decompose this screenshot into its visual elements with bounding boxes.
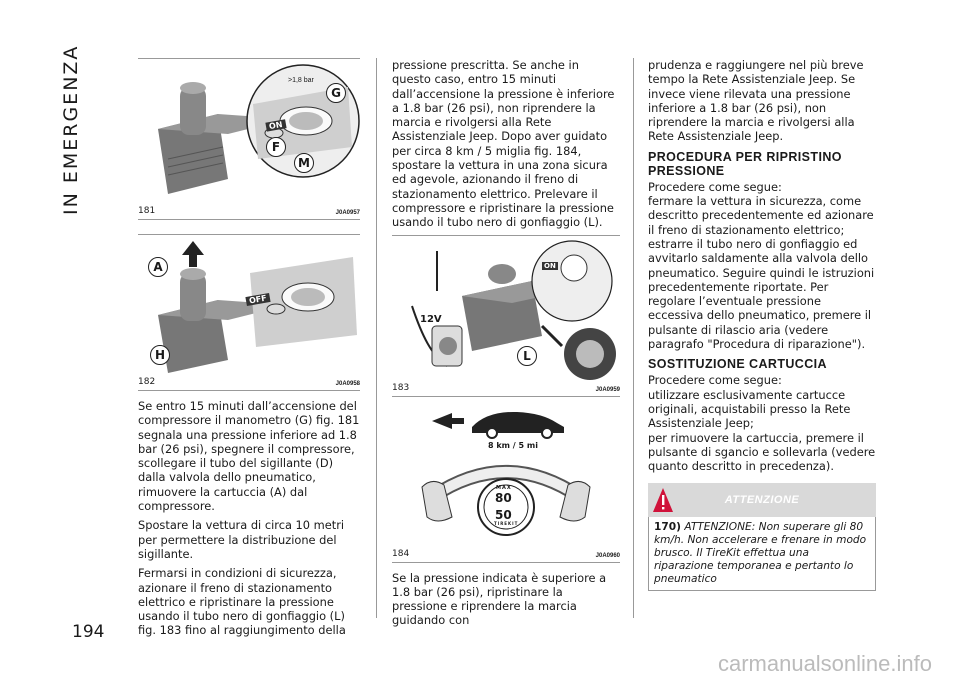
column-divider [633,58,634,618]
section-title: IN EMERGENZA [60,44,82,215]
body-text [138,399,360,638]
inflation-hose-illustration [392,236,620,381]
speed-kmh: 80 [495,490,512,505]
tirekit-label: TIREKIT [494,520,519,526]
column-divider [376,58,377,618]
paragraph: Se entro 15 minuti dall’accensione del compressore il manometro (G) fig. 181 segnala una pressione inferiore ad 1.8 bar (26 psi), spegnere il compressore, scollegare il tubo del sigillante (D) dalla valvola dello pneumatico, rimuovere la cartuccia (A) dal compressore. [138,399,360,514]
paragraph: Spostare la vettura di circa 10 metri per permettere la distribuzione del sigillante. [138,518,345,561]
paragraph: Se la pressione indicata è superiore a 1.8 bar (26 psi), ripristinare la pressione e riprendere la marcia guidando con [392,570,607,628]
warning-banner [648,483,876,517]
column-2 [392,58,620,633]
figure-number: 181 [138,206,156,216]
figure-code: J0A0960 [595,552,620,559]
figure-number: 184 [392,548,410,559]
on-indicator: ON [265,119,286,131]
paragraph: pressione prescritta. Se anche in questo caso, entro 15 minuti dall’accensione la pressione è inferiore a 1.8 bar (26 psi), non riprendere la marcia e rivolgersi alla Rete Assistenziale Jeep. Dopo aver guidato per circa 8 km / 5 miglia fig. 184, spostare la vettura in una zona sicura ed agevole, azionando il freno di stazionamento elettrico. Prelevare il compressore e ripristinare la pressione usando il tubo nero di gonfiaggio (L). [392,58,615,230]
watermark: carmanualsonline.info [717,651,932,676]
figure-caption [138,375,360,391]
figure-number: 182 [138,377,156,387]
figure-number: 183 [392,382,410,393]
volt-label: 12V [420,313,442,325]
paragraph: Procedere come segue: [648,179,782,194]
warning-title: ATTENZIONE [724,494,800,507]
figure-caption [392,381,620,397]
body-text [392,58,620,230]
section-heading: SOSTITUZIONE CARTUCCIA [648,357,827,372]
figure-code: J0A0958 [335,381,360,387]
bullet-item: utilizzare esclusivamente cartucce originali, acquistabili presso la Rete Assistenziale Jeep; [648,387,851,431]
compressor-gauge-illustration [138,59,360,204]
speed-limit-illustration [392,407,620,547]
warning-text: 170) ATTENZIONE: Non superare gli 80 km/h. Non accelerare e frenare in modo brusco. Il TireKit effettua una riparazione temporanea e pertanto lo pneumatico [648,517,876,591]
callout-m: M [294,153,314,173]
figure-code: J0A0957 [335,210,360,216]
page-number: 194 [72,622,105,642]
section-heading: PROCEDURA PER RIPRISTINO PRESSIONE [648,149,842,178]
callout-a: A [148,257,168,277]
paragraph: prudenza e raggiungere nel più breve tempo la Rete Assistenziale Jeep. Se invece viene rilevata una pressione inferiore a 1.8 bar (26 psi), non riprendere la marcia e rivolgersi alla Rete Assistenziale Jeep. [648,58,864,144]
speed-mph: 50 [495,507,512,522]
pressure-label: >1,8 bar [288,77,314,84]
figure-181 [138,58,360,220]
figure-caption [392,547,620,563]
figure-code: J0A0959 [595,386,620,393]
bullet-item: fermare la vettura in sicurezza, come descritto precedentemente ed azionare il freno di stazionamento elettrico; [648,194,874,237]
max-label: MAX [496,484,512,491]
figure-183 [392,235,620,397]
bullet-item: per rimuovere la cartuccia, premere il pulsante di sgancio e sollevarla (vedere quanto descritto in precedenza). [648,430,876,474]
column-1 [138,58,360,643]
figure-caption [138,204,360,220]
callout-f: F [266,137,286,157]
off-indicator: OFF [245,293,270,306]
figure-182 [138,234,360,391]
column-3 [648,58,876,591]
distance-label: 8 km / 5 mi [488,440,538,450]
callout-h: H [150,345,170,365]
paragraph: Fermarsi in condizioni di sicurezza, azionare il freno di stazionamento elettrico e ripristinare la pressione usando il tubo nero di gonfiaggio (L) fig. 183 fino al raggiungimento della [138,566,346,638]
callout-l: L [517,346,537,366]
bullet-item: estrarre il tubo nero di gonfiaggio ed avvitarlo saldamente alla valvola dello pneumatico. Seguire quindi le istruzioni precedentemente riportate. Per regolare l’eventuale pressione eccessiva dello pneumatico, premere il pulsante di rilascio aria (vedere paragrafo "Procedura di riparazione"). [648,236,875,352]
figure-184 [392,407,620,563]
paragraph: Procedere come segue: [648,373,782,388]
on-indicator: ON [544,261,556,270]
callout-g: G [326,83,346,103]
body-text [392,571,620,628]
